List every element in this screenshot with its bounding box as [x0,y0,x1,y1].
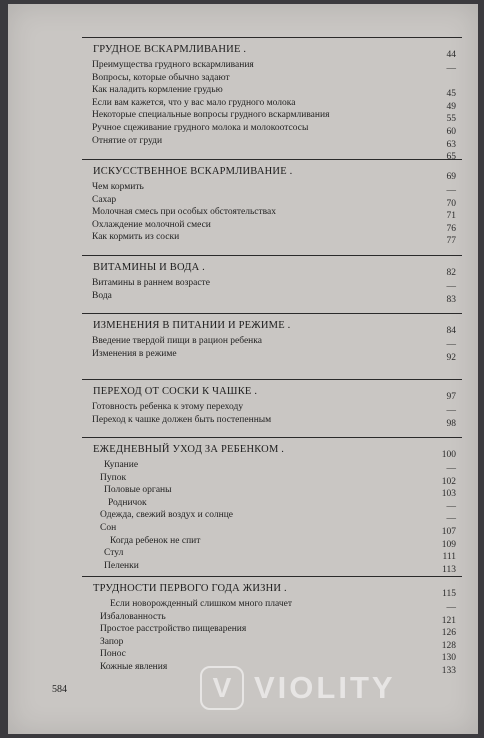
toc-entry: Преимущества грудного вскармливания [92,60,254,70]
toc-entry-page: 121 [441,615,456,626]
toc-entry-page: — [446,603,456,613]
section-rule [82,255,462,256]
toc-entry: Избалованность [100,611,166,622]
toc-entry-page: — [446,64,456,74]
section-title: ПЕРЕХОД ОТ СОСКИ К ЧАШКЕ . [93,386,258,397]
toc-entry: Отнятие от груди [92,135,163,146]
watermark-text: VIOLITY [254,670,396,705]
toc-entry-page: 63 [446,139,456,150]
toc-entry-page: 65 [446,152,456,163]
section-title: ИСКУССТВЕННОЕ ВСКАРМЛИВАНИЕ . [93,166,293,177]
toc-entry-page: — [446,340,456,350]
toc-entry-page: 55 [446,114,456,125]
section-page: 100 [441,450,456,460]
toc-entry-page: — [446,186,456,196]
toc-entry: Купание [104,460,139,470]
toc-entry: Вопросы, которые обычно задают [92,72,230,83]
section-title: ЕЖЕДНЕВНЫЙ УХОД ЗА РЕБЕНКОМ . [93,444,285,455]
toc-entry-page: — [446,514,456,525]
toc-entry-page: — [446,501,456,512]
page-number: 584 [52,684,67,695]
toc-entry: Простое расстройство пищеварения [100,624,247,635]
toc-entry: Если новорожденный слишком много плачет [110,599,292,609]
toc-entry-page: 70 [446,198,456,209]
section-rule [82,379,462,380]
toc-entry-page: 76 [446,223,456,234]
section-title: ТРУДНОСТИ ПЕРВОГО ГОДА ЖИЗНИ . [93,583,287,594]
toc-entry-page: 49 [446,101,456,112]
section-rule [82,437,462,438]
toc-entry: Охлаждение молочной смеси [92,219,211,230]
toc-entry: Чем кормить [92,182,144,192]
toc-entry: Ручное сцеживание грудного молока и молокоотсосы [92,123,309,133]
section-rule [82,313,462,314]
watermark-logo-icon: V [200,666,244,710]
toc-entry: Если вам кажется, что у вас мало грудного молока [92,97,296,108]
toc-entry: Вода [92,290,112,301]
toc-entry-page: 98 [446,418,456,429]
toc-entry: Родничок [108,497,147,508]
toc-entry-page: 92 [446,352,456,363]
toc-entry: Половые органы [104,485,172,496]
section-rule [82,37,462,38]
toc-entry: Пупок [100,472,127,483]
toc-entry: Когда ребенок не спит [110,535,201,546]
section-title: ГРУДНОЕ ВСКАРМЛИВАНИЕ . [93,44,247,55]
toc-entry: Молочная смесь при особых обстоятельствах [92,207,276,218]
toc-entry-page: 71 [446,211,456,222]
toc-entry-page: 133 [441,666,456,676]
toc-entry: Введение твердой пищи в рацион ребенка [92,336,262,346]
toc-entry-page: 107 [441,527,456,537]
toc-entry: Как наладить кормление грудью [92,85,223,96]
section-page: 84 [446,326,456,336]
section-rule [82,576,462,577]
section-page: 82 [446,268,456,278]
book-page [8,4,478,734]
toc-entry-page: 111 [442,552,456,563]
watermark [200,664,470,712]
section-rule [82,159,462,160]
toc-entry: Кожные явления [100,662,168,672]
toc-entry-page: — [446,464,456,474]
toc-entry: Некоторые специальные вопросы грудного вскармливания [92,110,330,121]
toc-entry: Сахар [92,194,117,205]
section-page: 44 [446,50,456,60]
toc-entry-page: 102 [441,476,456,487]
toc-entry-page: 103 [441,489,456,500]
toc-entry-page: — [446,282,456,292]
section-page: 69 [446,172,456,182]
toc-entry-page: 45 [446,89,456,100]
toc-entry-page: 126 [441,628,456,639]
toc-entry-page: 109 [441,539,456,550]
toc-entry-page: 113 [442,564,456,575]
toc-entry-page: — [446,406,456,416]
toc-entry: Как кормить из соски [92,232,180,243]
toc-entry: Изменения в режиме [92,348,177,359]
toc-entry: Понос [100,649,126,660]
section-title: ВИТАМИНЫ И ВОДА . [93,262,206,273]
toc-entry: Переход к чашке должен быть постепенным [92,414,272,425]
section-page: 97 [446,392,456,402]
toc-entry: Витамины в раннем возрасте [92,278,210,288]
toc-entry: Сон [100,523,117,533]
section-title: ИЗМЕНЕНИЯ В ПИТАНИИ И РЕЖИМЕ . [93,320,291,331]
toc-entry: Одежда, свежий воздух и солнце [100,510,234,521]
toc-entry-page: 77 [446,236,456,247]
toc-entry: Готовность ребенка к этому переходу [92,402,244,412]
toc-entry-page: 128 [441,640,456,651]
toc-entry: Запор [100,636,124,647]
toc-entry-page: 83 [446,294,456,305]
section-page: 115 [442,589,456,599]
toc-entry-page: 130 [441,653,456,664]
toc-entry: Пеленки [104,560,139,571]
toc-entry-page: 60 [446,127,456,137]
toc-entry: Стул [104,548,124,559]
